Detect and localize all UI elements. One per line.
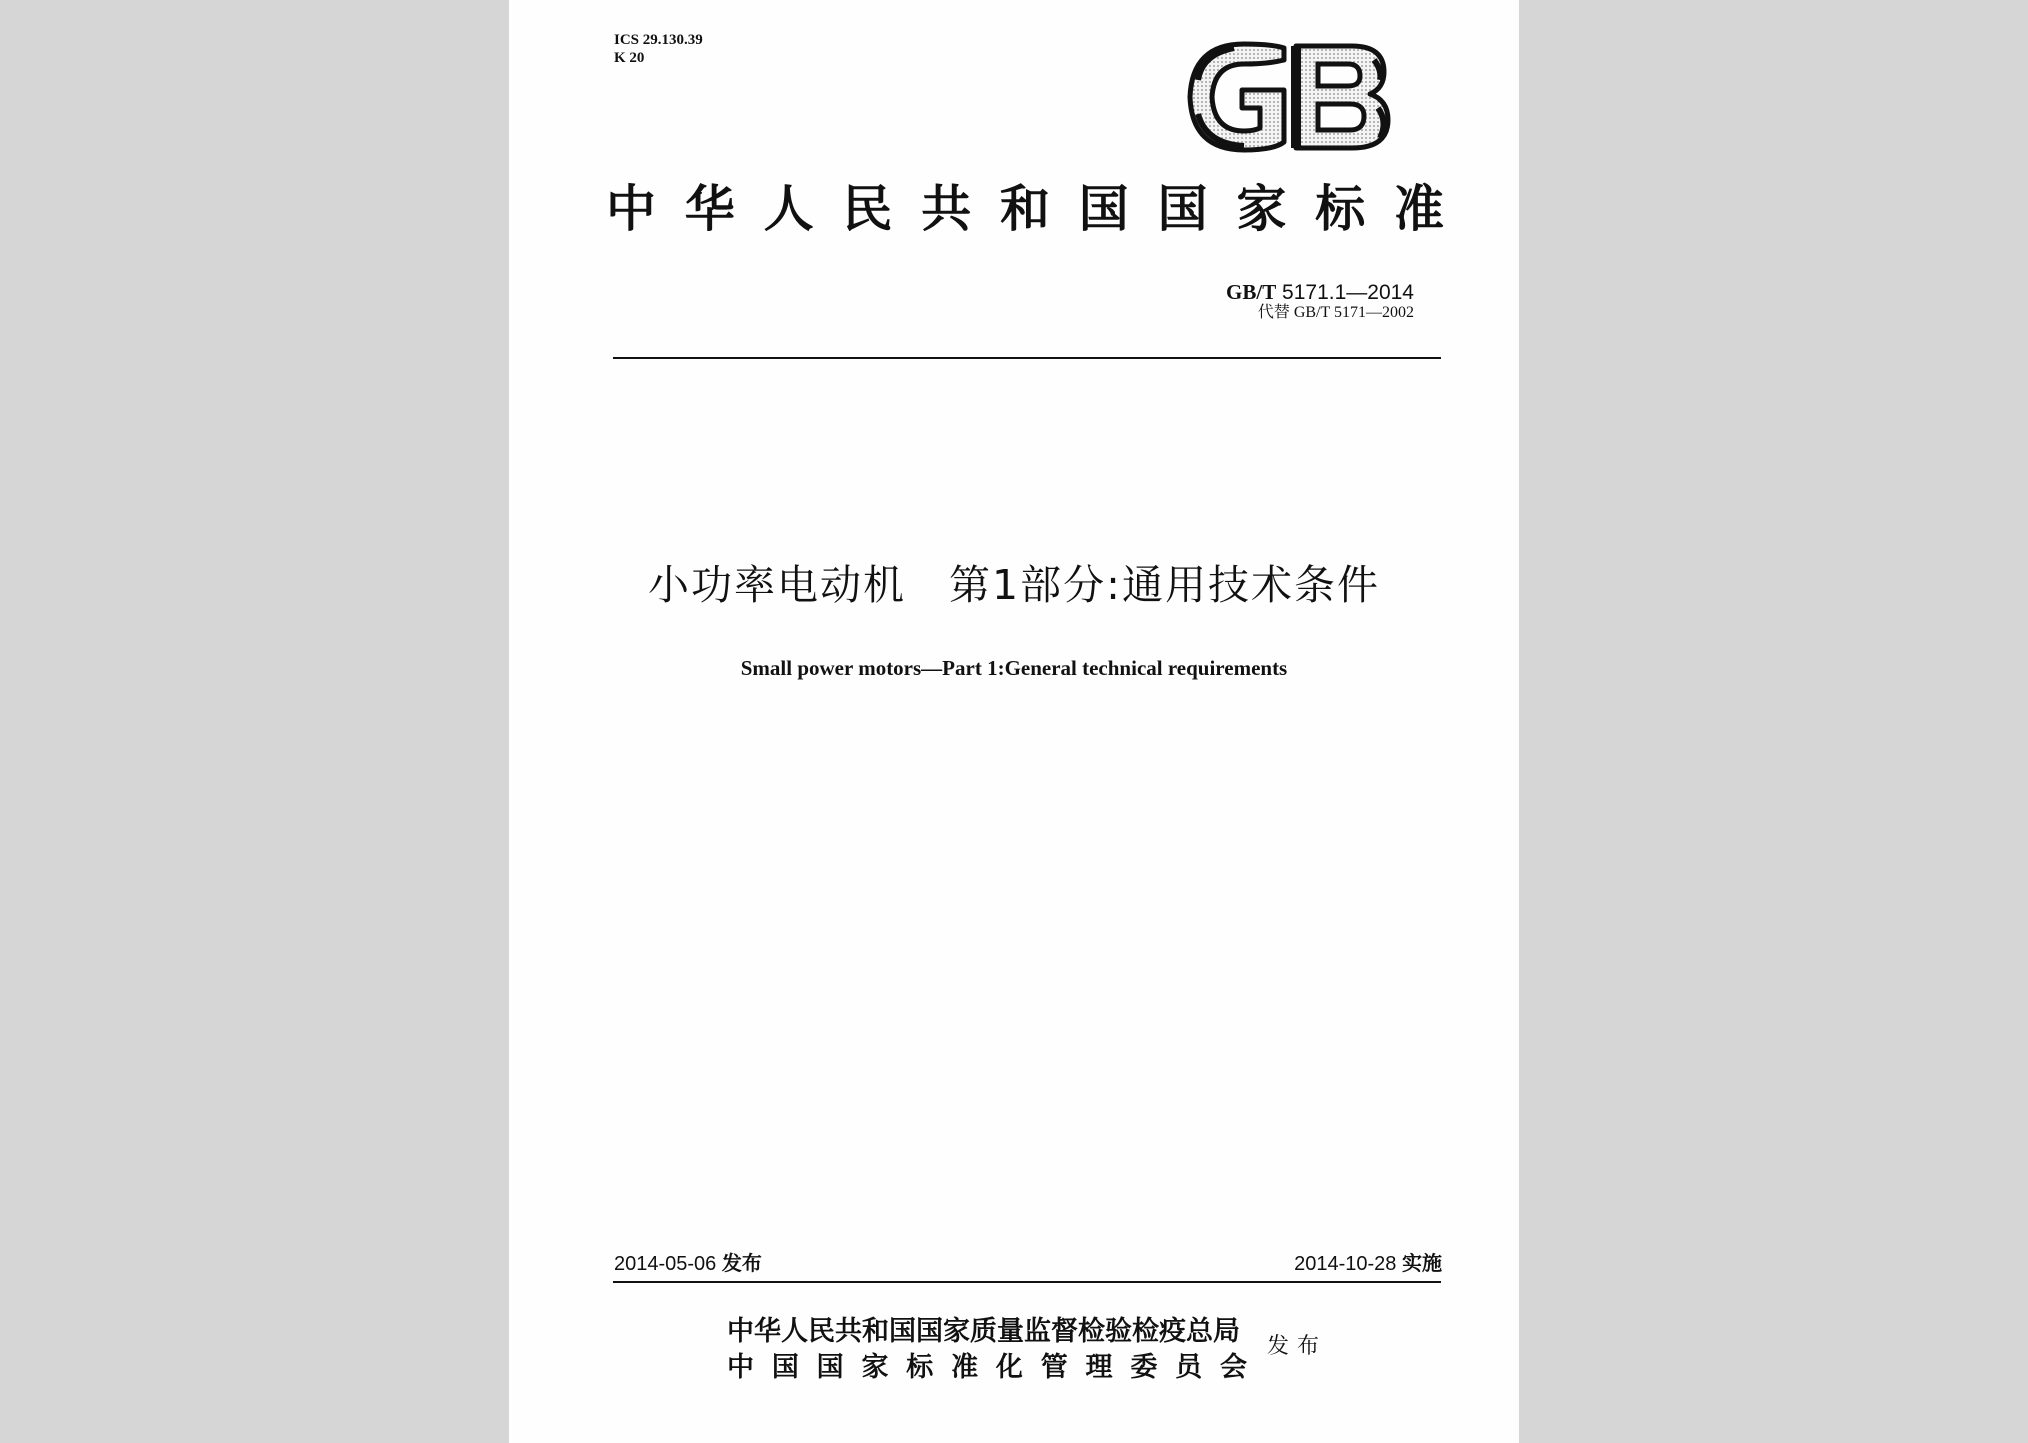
issue-date-value: 2014-05-06 [614,1253,717,1275]
standard-prefix: GB/T [1226,280,1277,304]
implementation-date [1294,1250,1442,1277]
standard-code: 5171.1—2014 [1276,281,1414,304]
issue-label: 发布 [721,1251,762,1275]
gb-standard-logo-icon [1184,40,1394,155]
standard-number [1226,279,1414,306]
national-standard-title: 中华人民共和国国家标准 [606,180,1446,238]
replaces-standard: 代替 GB/T 5171—2002 [1257,304,1414,321]
top-divider [613,357,1441,359]
issuer-sac: 中国国家标准化管理委员会 [727,1352,1247,1383]
ics-code: ICS 29.130.39 [614,32,703,48]
implementation-date-value: 2014-10-28 [1294,1253,1397,1275]
implementation-label: 实施 [1402,1251,1442,1275]
publish-label: 发布 [1267,1334,1328,1359]
issuer-aqsiq: 中华人民共和国国家质量监督检验检疫总局 [727,1316,1240,1347]
document-title-english: Small power motors—Part 1:General technical requirements [740,656,1288,680]
document-title-chinese: 小功率电动机 第1部分:通用技术条件 [648,561,1380,609]
issue-date [614,1250,762,1277]
ccs-code: K 20 [614,50,645,66]
bottom-divider [613,1281,1441,1283]
document-page [509,0,1519,1443]
